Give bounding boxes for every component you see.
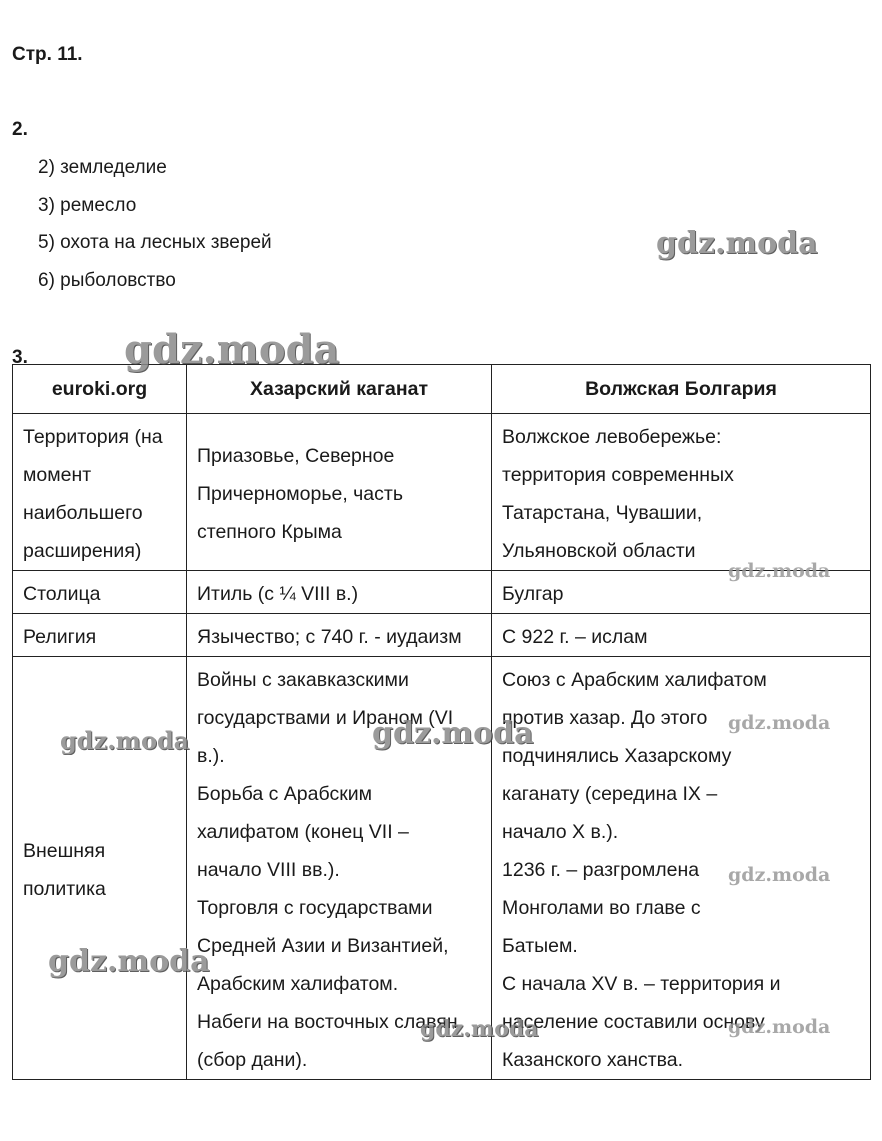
cell-line: Внешняя	[23, 840, 106, 862]
cell-line: государствами и Ираном (VI	[197, 707, 454, 729]
watermark-logo: gdz.moda	[124, 326, 340, 373]
table-header-row	[13, 365, 871, 414]
cell-line: Набеги на восточных славян	[197, 1011, 458, 1033]
cell-line: Батыем.	[502, 935, 578, 957]
cell-line: наибольшего	[23, 502, 143, 524]
cell-line: Союз с Арабским халифатом	[502, 669, 767, 691]
cell-line: начало X в.).	[502, 821, 619, 843]
table-row	[13, 614, 871, 657]
answer-item: 5) охота на лесных зверей	[38, 232, 272, 253]
watermark-logo: gdz.moda	[372, 716, 534, 751]
cell-line: Казанского ханства.	[502, 1049, 684, 1071]
khazar-cell	[187, 571, 492, 614]
table-row	[13, 657, 871, 1080]
cell-line: в.).	[197, 745, 225, 767]
header-bulgaria: Волжская Болгария	[492, 365, 871, 414]
cell-line: Войны с закавказскими	[197, 669, 409, 691]
cell-line: начало VIII вв.).	[197, 859, 340, 881]
table-row	[13, 414, 871, 571]
cell-line: против хазар. До этого	[502, 707, 708, 729]
answer-item: 2) земледелие	[38, 157, 167, 178]
cell-line: Язычество; с 740 г. - иудаизм	[197, 626, 462, 648]
cell-line: Столица	[23, 583, 101, 605]
header-khazar: Хазарский каганат	[187, 365, 492, 414]
comparison-table	[12, 364, 871, 1080]
cell-line: Монголами во главе с	[502, 897, 701, 919]
watermark-logo: gdz.moda	[60, 726, 190, 755]
bulgaria-cell	[492, 414, 871, 571]
cell-line: Средней Азии и Византией,	[197, 935, 449, 957]
cell-line: С начала XV в. – территория и	[502, 973, 781, 995]
watermark-logo: gdz.moda	[728, 1016, 831, 1038]
khazar-cell	[187, 414, 492, 571]
cell-line: расширения)	[23, 540, 142, 562]
cell-line: (сбор дани).	[197, 1049, 308, 1071]
cell-line: момент	[23, 464, 92, 486]
cell-line: Торговля с государствами	[197, 897, 433, 919]
row-label	[13, 571, 187, 614]
cell-line: Причерноморье, часть	[197, 483, 403, 505]
cell-line: Борьба с Арабским	[197, 783, 373, 805]
watermark-logo: gdz.moda	[728, 560, 831, 582]
answer-item: 6) рыболовство	[38, 270, 176, 291]
row-label	[13, 657, 190, 1080]
cell-line: политика	[23, 878, 106, 900]
cell-line: Религия	[23, 626, 97, 648]
header-source: euroki.org	[13, 365, 187, 414]
cell-line: население составили основу	[502, 1011, 765, 1033]
cell-line: Волжское левобережье:	[502, 426, 722, 448]
cell-line: каганату (середина IX –	[502, 783, 718, 805]
khazar-cell	[187, 657, 492, 1080]
cell-line: территория современных	[502, 464, 734, 486]
watermark-logo: gdz.moda	[48, 944, 210, 979]
cell-line: степного Крыма	[197, 521, 342, 543]
bulgaria-cell	[492, 614, 871, 657]
cell-line: Татарстана, Чувашии,	[502, 502, 703, 524]
cell-line: подчинялись Хазарскому	[502, 745, 732, 767]
cell-line: 1236 г. – разгромлена	[502, 859, 700, 881]
table-row	[13, 571, 871, 614]
watermark-logo: gdz.moda	[420, 1016, 539, 1042]
bulgaria-cell	[492, 571, 871, 614]
answer-item: 3) ремесло	[38, 195, 137, 216]
cell-line: С 922 г. – ислам	[502, 626, 648, 648]
cell-line: Булгар	[502, 583, 564, 605]
cell-line: Приазовье, Северное	[197, 445, 395, 467]
task-2-number: 2.	[12, 119, 28, 140]
page-label: Стр. 11.	[12, 44, 83, 65]
cell-line: Итиль (с ¼ VIII в.)	[197, 583, 359, 605]
bulgaria-cell	[492, 657, 871, 1080]
cell-line: халифатом (конец VII –	[197, 821, 409, 843]
row-label	[13, 414, 187, 571]
cell-line: Ульяновской области	[502, 540, 696, 562]
watermark-logo: gdz.moda	[728, 864, 831, 886]
row-label	[13, 614, 187, 657]
cell-line: Арабским халифатом.	[197, 973, 399, 995]
watermark-logo: gdz.moda	[656, 226, 818, 261]
khazar-cell	[187, 614, 492, 657]
task-3-number: 3.	[12, 347, 28, 368]
cell-line: Территория (на	[23, 426, 163, 448]
watermark-logo: gdz.moda	[728, 712, 831, 734]
